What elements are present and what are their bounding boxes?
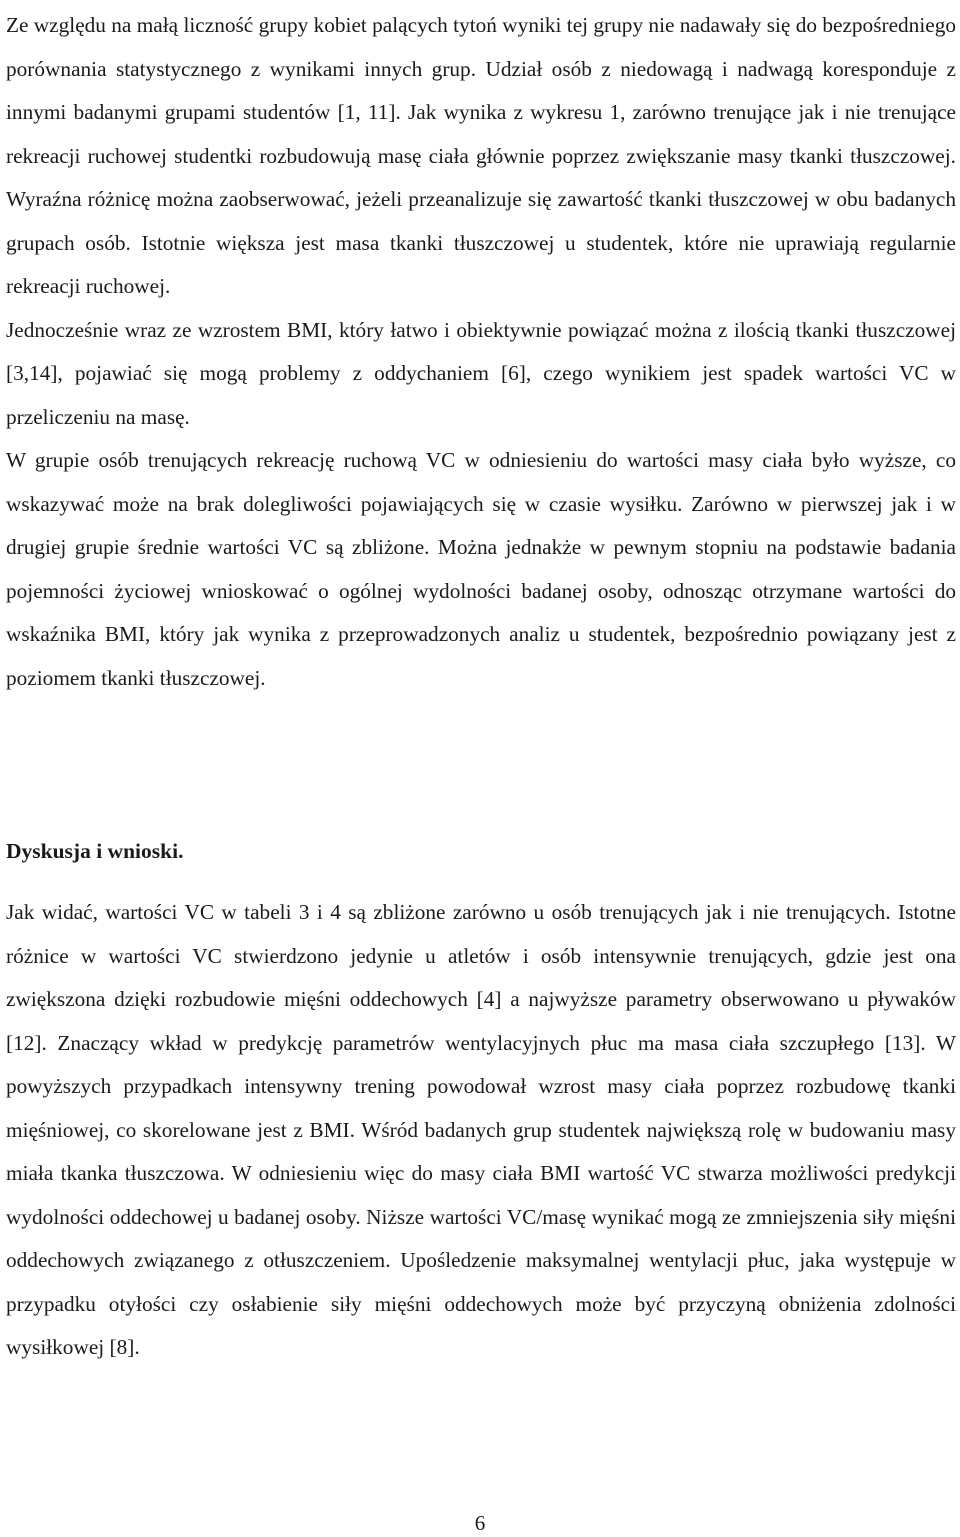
document-page <box>6 4 956 1359</box>
page-number: 6 <box>474 1511 486 1535</box>
section-heading-discussion: Dyskusja i wnioski. <box>6 839 184 863</box>
paragraph-results-body: Ze względu na małą liczność grupy kobiet palących tytoń wyniki tej grupy nie nadawały się do bezpośredniego porównania statystycznego z wynikami innych grup. Udział osób z niedowagą i nadwagą koresponduje z innymi badanymi grupami studentów [1, 11]. Jak wynika z wykresu 1, zarówno trenujące jak i nie trenujące rekreacji ruchowej studentki rozbudowują masę ciała głównie poprzez zwiększanie masy tkanki tłuszczowej. Wyraźna różnicę można zaobserwować, jeżeli przeanalizuje się zawartość tkanki tłuszczowej w obu badanych grupach osób. Istotnie większa jest masa tkanki tłuszczowej u studentek, które nie uprawiają regularnie rekreacji ruchowej. <box>6 13 956 298</box>
paragraph-training-vc: W grupie osób trenujących rekreację ruchową VC w odniesieniu do wartości masy ciała było wyższe, co wskazywać może na brak dolegliwości pojawiających się w czasie wysiłku. Zarówno w pierwszej jak i w drugiej grupie średnie wartości VC są zbliżone. Można jednakże w pewnym stopniu na podstawie badania pojemności życiowej wnioskować o ogólnej wydolności badanej osoby, odnosząc otrzymane wartości do wskaźnika BMI, który jak wynika z przeprowadzonych analiz u studentek, bezpośrednio powiązany jest z poziomem tkanki tłuszczowej. <box>6 448 956 690</box>
paragraph-discussion: Jak widać, wartości VC w tabeli 3 i 4 są zbliżone zarówno u osób trenujących jak i nie trenujących. Istotne różnice w wartości VC stwierdzono jedynie u atletów i osób intensywnie trenujących, gdzie jest ona zwiększona dzięki rozbudowie mięśni oddechowych [4] a najwyższe parametry obserwowano u pływaków [12]. Znaczący wkład w predykcję parametrów wentylacyjnych płuc ma masa ciała szczupłego [13]. W powyższych przypadkach intensywny trening powodował wzrost masy ciała poprzez rozbudowę tkanki mięśniowej, co skorelowane jest z BMI. Wśród badanych grup studentek największą rolę w budowaniu masy miała tkanka tłuszczowa. W odniesieniu więc do masy ciała BMI wartość VC stwarza możliwości predykcji wydolności oddechowej u badanej osoby. Niższe wartości VC/masę wynikać mogą ze zmniejszenia siły mięśni oddechowych związanego z otłuszczeniem. Upośledzenie maksymalnej wentylacji płuc, jaka występuje w przypadku otyłości czy osłabienie siły mięśni oddechowych może być przyczyną obniżenia zdolności wysiłkowej [8]. <box>6 900 956 1359</box>
paragraph-bmi-breathing: Jednocześnie wraz ze wzrostem BMI, który łatwo i obiektywnie powiązać można z ilością tkanki tłuszczowej [3,14], pojawiać się mogą problemy z oddychaniem [6], czego wynikiem jest spadek wartości VC w przeliczeniu na masę. <box>6 317 956 429</box>
